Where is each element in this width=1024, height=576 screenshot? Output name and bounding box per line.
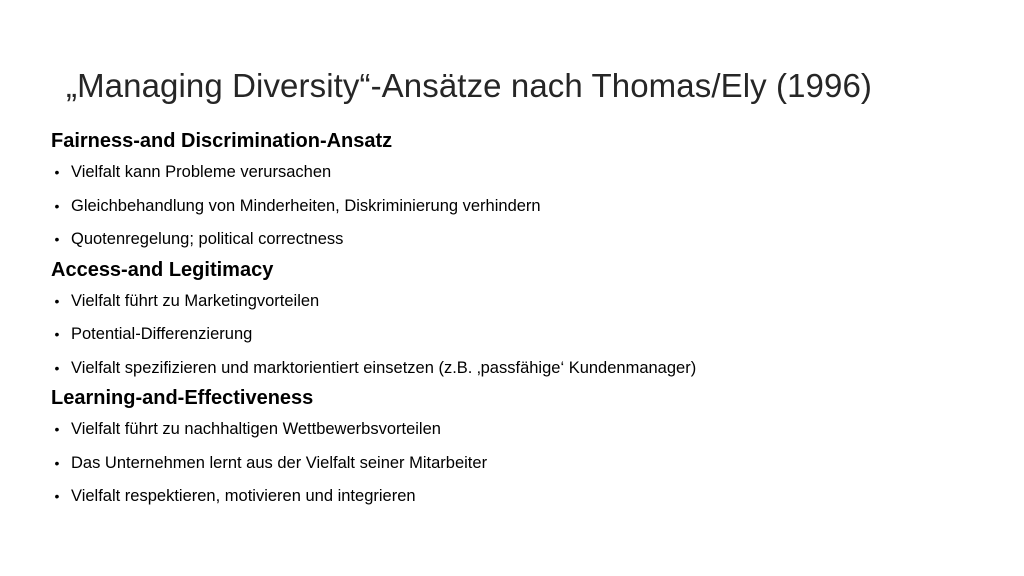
bullet-text: Quotenregelung; political correctness xyxy=(71,230,344,248)
bullet-list xyxy=(51,285,991,386)
bullet-text: Vielfalt führt zu Marketingvorteilen xyxy=(71,291,320,310)
bullet-dot-icon: • xyxy=(54,421,60,437)
bullet-dot-icon: • xyxy=(54,292,60,309)
bullet-text: Vielfalt spezifizieren und marktorientiert einsetzen (z.B. ‚passfähige‘ Kundenmanager) xyxy=(71,358,697,377)
slide-title: „Managing Diversity“-Ansätze nach Thomas/Ely (1996) xyxy=(66,67,872,104)
bullet-text: Vielfalt kann Probleme verursachen xyxy=(71,163,332,181)
bullet-list xyxy=(51,156,991,257)
bullet-dot-icon: • xyxy=(54,197,60,214)
section-fairness-discrimination xyxy=(51,128,991,257)
bullet-text: Vielfalt führt zu nachhaltigen Wettbewerbsvorteilen xyxy=(71,420,441,438)
bullet-text: Gleichbehandlung von Minderheiten, Diskriminierung verhindern xyxy=(71,196,541,215)
bullet-item xyxy=(51,352,991,386)
bullet-item xyxy=(51,190,991,224)
bullet-item xyxy=(51,156,991,190)
bullet-item xyxy=(51,413,991,447)
bullet-dot-icon: • xyxy=(54,454,60,471)
bullet-list xyxy=(51,413,991,514)
bullet-text: Das Unternehmen lernt aus der Vielfalt seiner Mitarbeiter xyxy=(71,453,488,472)
section-access-legitimacy xyxy=(51,257,991,386)
bullet-dot-icon: • xyxy=(54,488,60,504)
bullet-text: Potential-Differenzierung xyxy=(71,325,253,343)
section-heading: Fairness-and Discrimination-Ansatz xyxy=(51,130,393,152)
bullet-item xyxy=(51,480,991,514)
section-learning-effectiveness xyxy=(51,385,991,514)
slide-content xyxy=(51,128,991,514)
bullet-item xyxy=(51,223,991,257)
bullet-dot-icon: • xyxy=(54,164,60,180)
section-heading: Learning-and-Effectiveness xyxy=(51,387,314,409)
bullet-dot-icon: • xyxy=(54,326,60,342)
bullet-item xyxy=(51,447,991,481)
bullet-text: Vielfalt respektieren, motivieren und integrieren xyxy=(71,487,416,505)
bullet-item xyxy=(51,285,991,319)
bullet-item xyxy=(51,318,991,352)
bullet-dot-icon: • xyxy=(54,359,60,376)
section-heading: Access-and Legitimacy xyxy=(51,258,274,281)
bullet-dot-icon: • xyxy=(54,231,60,247)
